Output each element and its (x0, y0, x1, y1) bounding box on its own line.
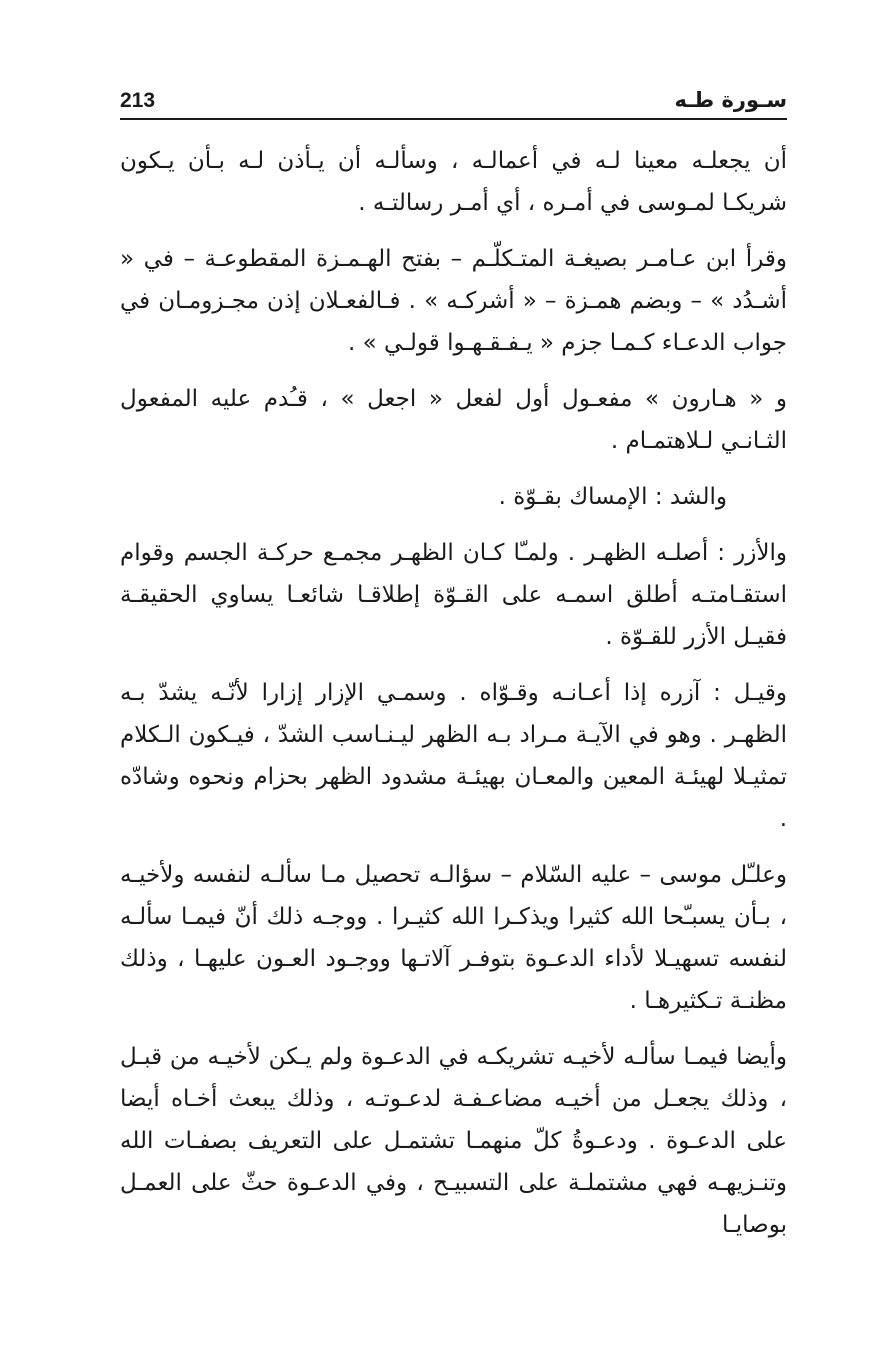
paragraph-6: وقيـل : آزره إذا أعـانـه وقـوّاه . وسمـي الإزار إزارا لأنّـه يشدّ بـه الظهـر . وهو في الآيـة مـراد بـه الظهر ليـنـاسب الشدّ ، فيـكون الـكلام تمثيـلا لهيئـة المعين والمعـان بهيئـة مشدود الظهر بحزام ونحوه وشادّه . (120, 680, 787, 832)
paragraph-2: وقرأ ابن عـامـر بصيغـة المتـكلّـم – بفتح الهـمـزة المقطوعـة – في « أشـدُد » – وبضم همـزة – « أشركـه » . فـالفعـلان إذن مجـزومـان في جواب الدعـاء كـمـا جزم « يـفـقـهـوا قولـي » . (120, 246, 787, 356)
paragraph-4: والشد : الإمساك بقـوّة . (498, 484, 727, 510)
paragraph-8: وأيضا فيمـا سألـه لأخيـه تشريكـه في الدعـوة ولم يـكن لأخيـه من قبـل ، وذلك يجعـل من أخيـه مضاعـفـة لدعـوتـه ، وذلك يبعث أخـاه أيضا على الدعـوة . ودعـوةُ كلّ منهمـا تشتمـل على التعريف بصفـات الله وتنـزيهـه فهي مشتملـة على التسبيـح ، وفي الدعـوة حثّ على العمـل بوصايـا (120, 1044, 787, 1238)
paragraph-3: و « هـارون » مفعـول أول لفعل « اجعل » ، قـُدم عليه المفعول الثـانـي لـلاهتمـام . (120, 386, 787, 454)
page-number: 213 (120, 89, 156, 112)
paragraph-7: وعلـّل موسى – عليه السّلام – سؤالـه تحصيل مـا سألـه لنفسه ولأخيـه ، بـأن يسبـّحا الله كثيرا ويذكـرا الله كثيـرا . ووجـه ذلك أنّ فيمـا سألـه لنفسه تسهيـلا لأداء الدعـوة بتوفـر آلاتـها ووجـود العـون عليهـا ، وذلك مظنـة تـكثيرهـا . (120, 862, 787, 1014)
body-text (120, 140, 787, 1246)
running-header (120, 88, 787, 120)
surah-title: سـورة طـه (674, 88, 787, 112)
paragraph-1: أن يجعلـه معينا لـه في أعمالـه ، وسألـه أن يـأذن لـه بـأن يـكون شريكـا لمـوسى في أمـره ، أي أمـر رسالتـه . (120, 148, 787, 216)
paragraph-5: والأزر : أصلـه الظهـر . ولمـّا كـان الظهـر مجمـع حركـة الجسم وقوام استقـامتـه أطلق اسمـه على القـوّة إطلاقـا شائعـا يساوي الحقيقـة فقيـل الأزر للقـوّة . (120, 540, 787, 650)
